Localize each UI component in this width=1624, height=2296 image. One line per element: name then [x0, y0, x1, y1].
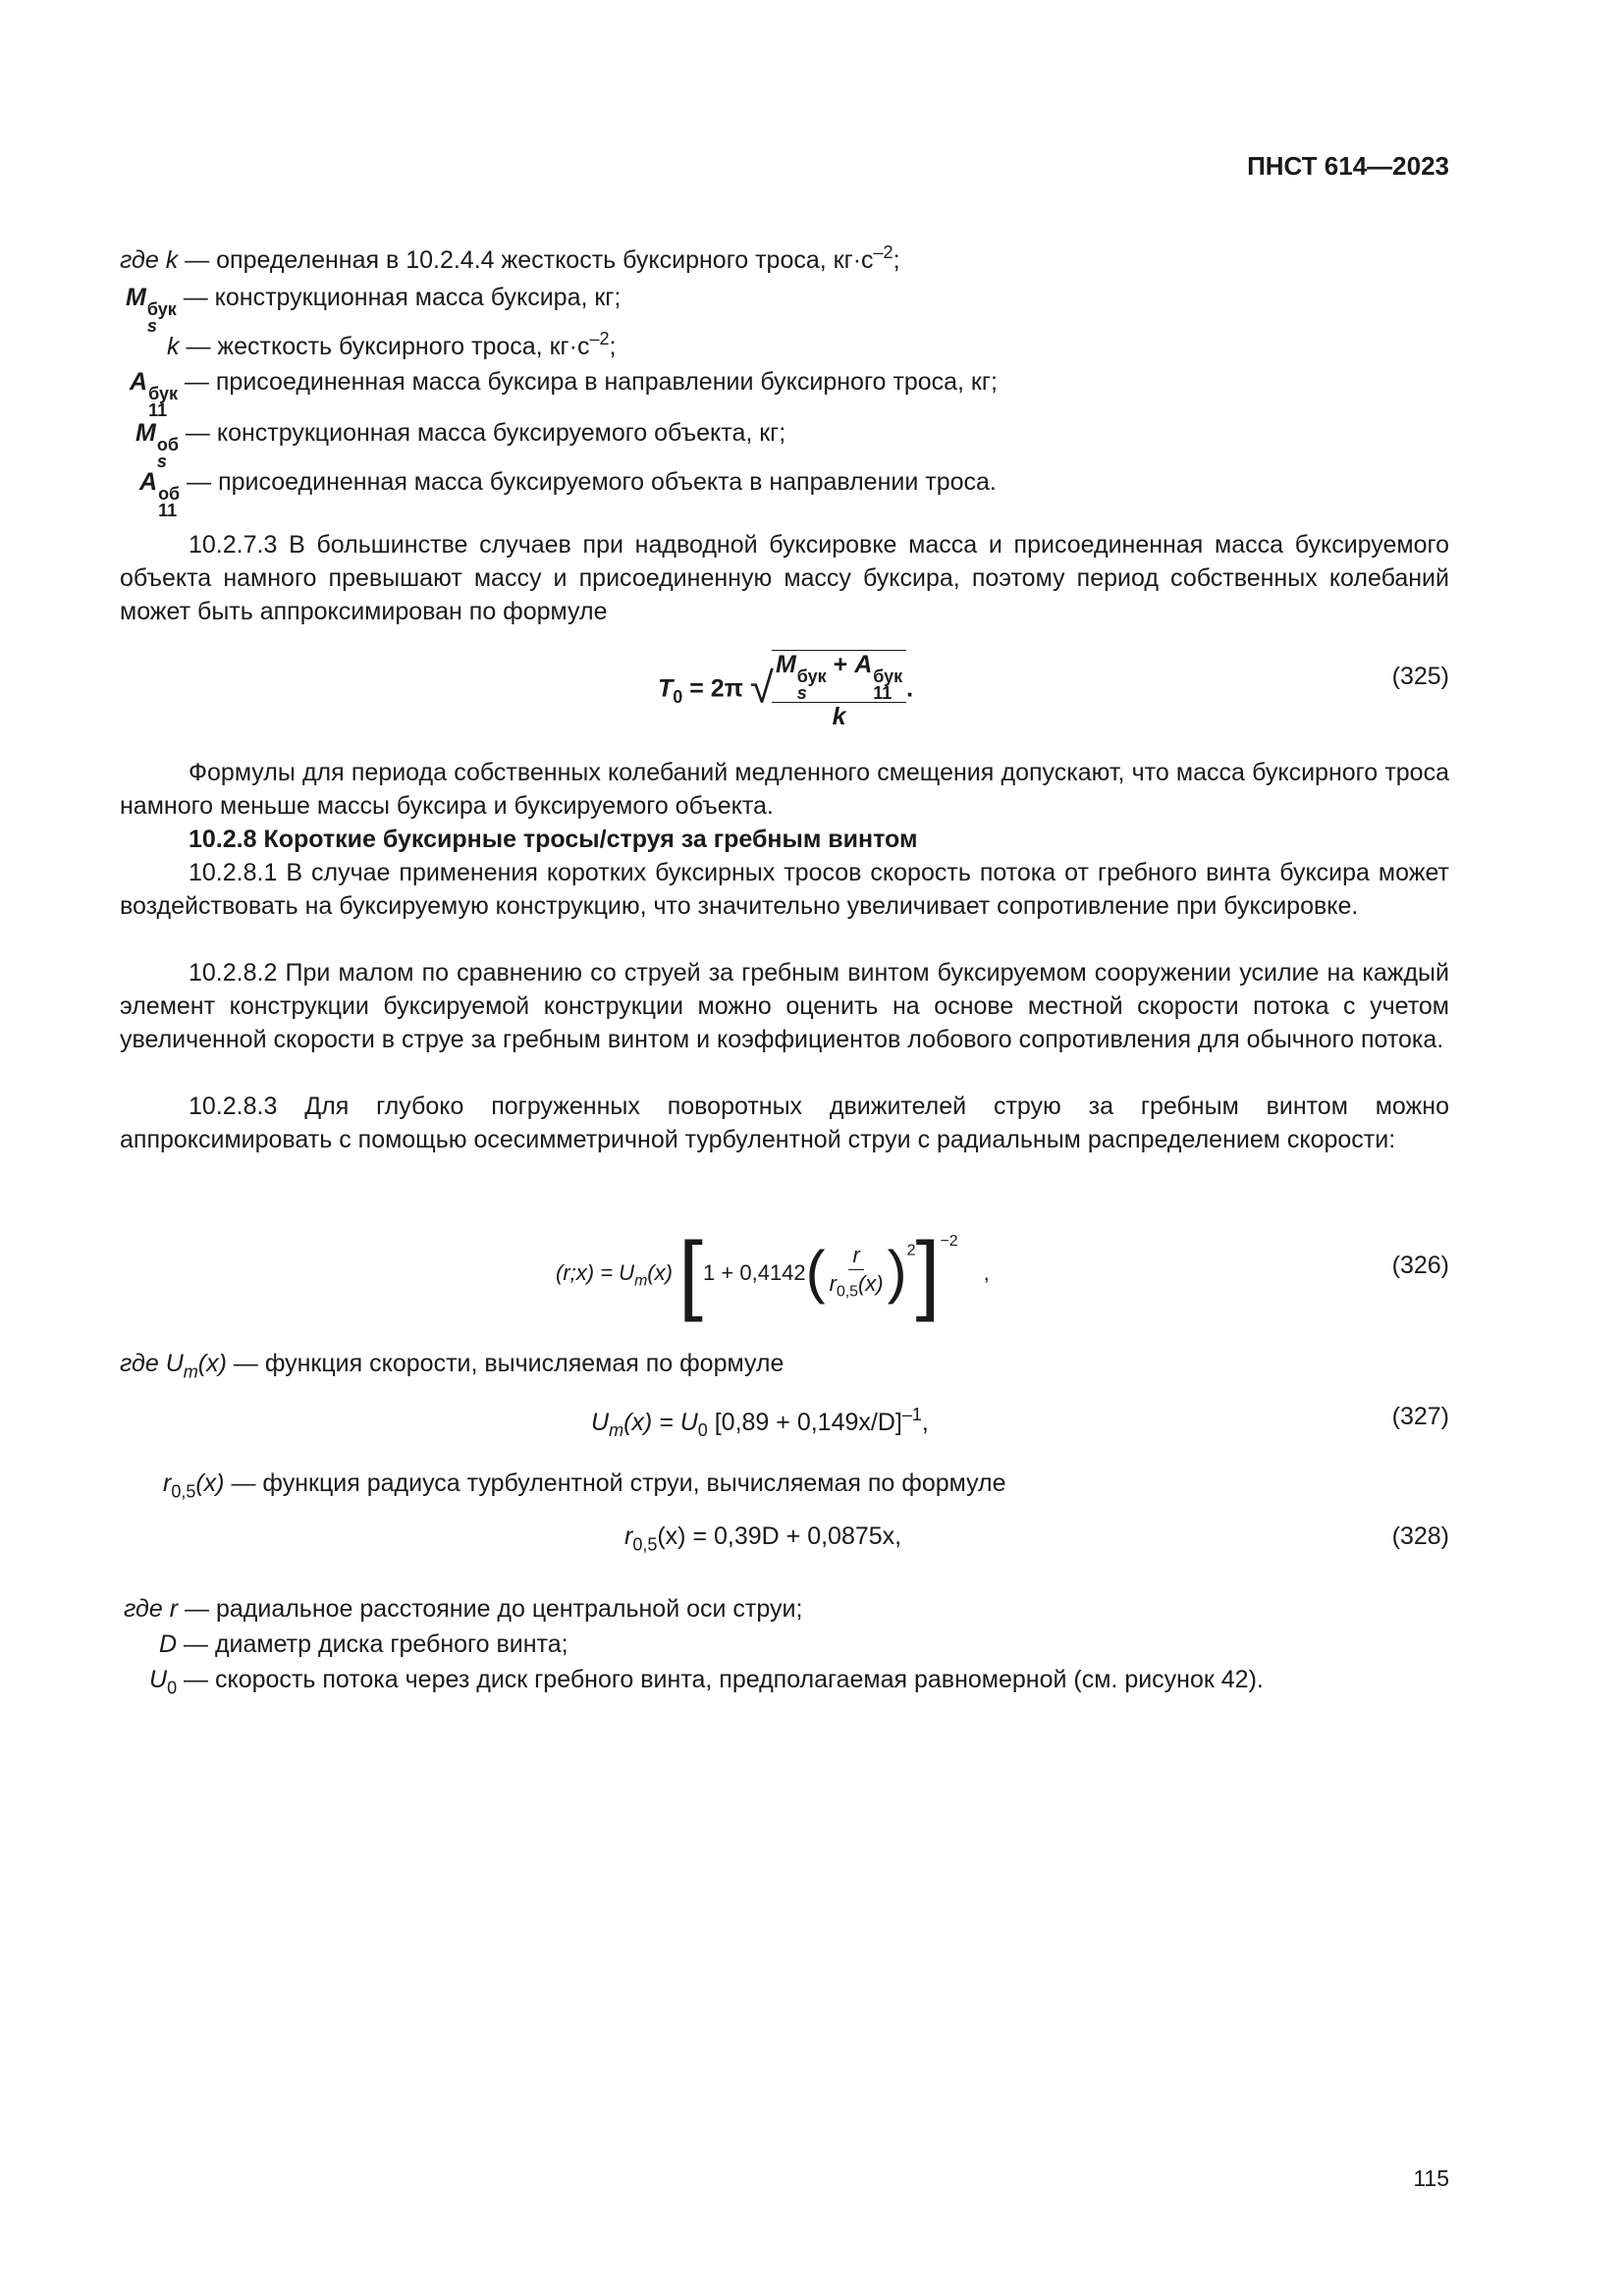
definition-text: присоединенная масса буксируемого объекта в направлении троса.: [218, 468, 997, 496]
definition-row: [167, 322, 617, 360]
eq326-end: ,: [983, 1259, 990, 1285]
eq326-den: r: [829, 1271, 837, 1297]
where-um-arg: (x): [197, 1350, 227, 1377]
eq325-lhs-sub: 0: [673, 686, 683, 707]
equation-number-328: (328): [1391, 1522, 1449, 1550]
definition-dash: —: [184, 1630, 209, 1658]
definition-text: присоединенная масса буксира в направлении буксирного троса, кг;: [215, 368, 998, 396]
definition-symbol-sub: 11: [158, 500, 178, 520]
eq325-den: k: [832, 703, 846, 731]
definition-dash: —: [184, 368, 209, 396]
eq327-c: [0,89 + 0,149x/D]: [714, 1408, 902, 1436]
definition-symbol-sub: s: [146, 315, 157, 336]
definition-text: конструкционная масса буксира, кг;: [214, 284, 622, 311]
definition-symbol-sup: бук: [148, 383, 178, 403]
definition-symbol-sub: s: [156, 451, 167, 471]
definition-text-tail: ;: [609, 332, 617, 360]
where-um-sub: m: [183, 1362, 198, 1382]
definition-dash: —: [184, 1666, 209, 1693]
paragraph-formulas: Формулы для периода собственных колебаний медленного смещения допускают, что масса буксирного троса намного меньше массы буксира и буксируемого объекта.: [120, 759, 1449, 820]
definition-row: [135, 416, 786, 471]
definition-row: [139, 465, 997, 520]
definition-row: [159, 1628, 568, 1661]
where-r05-sub: 0,5: [171, 1481, 196, 1502]
paragraph-10-2-8-3: 10.2.8.3 Для глубоко погруженных поворотных движителей струю за гребным винтом можно аппроксимировать с помощью осесимметричной турбулентной струи с радиальным распределением скорости:: [120, 1093, 1449, 1153]
definition-text: диаметр диска гребного винта;: [214, 1630, 568, 1658]
eq328-sub-a: 0,5: [632, 1534, 658, 1555]
definition-symbol-sup: об: [156, 434, 179, 454]
definition-row: [130, 365, 998, 420]
definition-symbol-sub: 0: [167, 1678, 178, 1698]
definition-dash: —: [187, 468, 212, 496]
eq325-end: .: [906, 674, 914, 703]
eq325-num-a-sub: s: [796, 682, 807, 703]
definition-dash: —: [183, 284, 208, 311]
paragraph-10-2-8-1: 10.2.8.1 В случае применения коротких буксирных тросов скорость потока от гребного винта буксира может воздействовать на буксируемую конструкцию, что значительно увеличивает сопротивление при буксировке.: [120, 859, 1449, 920]
eq326-den-sub: 0,5: [836, 1283, 858, 1301]
eq327-sub-b: 0: [697, 1420, 708, 1441]
definition-dash: —: [186, 332, 211, 360]
definition-dash: —: [185, 419, 210, 447]
eq328-a: r: [624, 1522, 633, 1550]
definition-text: конструкционная масса буксируемого объекта, кг;: [216, 419, 786, 447]
eq327-a: U: [591, 1408, 610, 1436]
definition-dash: —: [185, 1595, 209, 1623]
section-heading-10-2-8: 10.2.8 Короткие буксирные тросы/струя за гребным винтом: [189, 826, 918, 853]
eq326-lhs-sub: m: [634, 1272, 648, 1290]
eq326-inner: 1 + 0,4142: [703, 1259, 806, 1285]
where-um-line: [120, 1347, 784, 1380]
eq325-plus: +: [833, 651, 848, 678]
definition-row: [149, 1663, 1264, 1696]
eq326-num: r: [848, 1242, 863, 1270]
definition-row: [126, 281, 622, 336]
where-r05-text: — функция радиуса турбулентной струи, вычисляемая по формуле: [231, 1469, 1006, 1497]
definition-text-sup: –2: [589, 329, 610, 348]
definition-text: радиальное расстояние до центральной оси струи;: [215, 1595, 803, 1623]
equation-327: [591, 1398, 929, 1447]
equation-number-325: (325): [1391, 663, 1449, 690]
equation-328: [624, 1520, 901, 1561]
definition-text: скорость потока через диск гребного винта, предполагаемая равномерной (см. рисунок 42).: [214, 1666, 1264, 1693]
equation-number-326: (326): [1391, 1252, 1449, 1279]
definition-symbol: M: [135, 419, 156, 447]
eq327-sup: –1: [901, 1405, 922, 1424]
page-number: 115: [1413, 2165, 1449, 2191]
definition-symbol: A: [130, 368, 148, 396]
eq325-num-a-sup: бук: [796, 666, 827, 686]
definition-symbol-sup: об: [158, 483, 181, 504]
where-r05-prefix: r: [163, 1469, 172, 1497]
definition-symbol-sub: 11: [148, 400, 168, 420]
left-paren-icon: (: [805, 1238, 826, 1305]
definition-text: определенная в 10.2.4.4 жесткость буксирного троса, кг·с: [216, 245, 874, 274]
definition-symbol-sup: бук: [146, 298, 177, 319]
definition-dash: —: [185, 245, 210, 274]
definition-row: [124, 1592, 802, 1626]
where-um-prefix: где U: [120, 1350, 184, 1377]
paragraph-10-2-8-2: 10.2.8.2 При малом по сравнению со струей за гребным винтом буксируемом сооружении усилие на каждый элемент конструкции буксируемой конструкции можно оценить на основе местной скорости потока с учетом увеличенной скорости в струе за гребным винтом и коэффициентов лобового сопротивления для обычного потока.: [120, 959, 1449, 1053]
eq328-b: (x) = 0,39D + 0,0875x,: [657, 1522, 902, 1550]
right-paren-icon: ): [887, 1238, 907, 1305]
definition-symbol: где r: [124, 1595, 179, 1623]
eq326-lhs: (r;x) = U: [556, 1259, 635, 1285]
document-code: ПНСТ 614—2023: [1247, 151, 1449, 181]
eq325-equals: = 2π: [689, 674, 743, 703]
definition-text-tail: ;: [893, 245, 900, 274]
eq327-sub-a: m: [609, 1420, 624, 1441]
equation-325: [658, 650, 913, 730]
eq326-pow-outer: −2: [940, 1233, 958, 1250]
definition-symbol: D: [159, 1630, 178, 1658]
eq327-end: ,: [921, 1408, 929, 1436]
definition-symbol: M: [126, 284, 146, 311]
definition-row: [120, 236, 900, 274]
eq325-num-a: M: [775, 651, 796, 678]
where-r05-line: [163, 1467, 1006, 1500]
equation-number-327: (327): [1391, 1403, 1449, 1430]
definition-symbol: где k: [120, 245, 179, 274]
left-bracket-icon: [: [678, 1224, 704, 1323]
definition-text-sup: –2: [873, 242, 893, 262]
eq327-b: (x) = U: [623, 1408, 698, 1436]
where-r05-arg: (x): [195, 1469, 225, 1497]
where-um-text: — функция скорости, вычисляемая по формуле: [233, 1350, 785, 1377]
sqrt-icon: √: [749, 664, 774, 713]
right-bracket-icon: ]: [915, 1224, 941, 1323]
equation-326: [556, 1224, 990, 1323]
eq326-arg: (x): [647, 1259, 673, 1285]
eq325-lhs: T: [658, 674, 674, 703]
eq326-pow-inner: 2: [906, 1242, 916, 1259]
eq325-num-b-sup: бук: [873, 666, 903, 686]
paragraph-10-2-7-3: 10.2.7.3 В большинстве случаев при надводной буксировке масса и присоединенная масса буксируемого объекта намного превышают массу и присоединенную массу буксира, поэтому период собственных колебаний может быть аппроксимирован по формуле: [120, 531, 1449, 625]
definition-text: жесткость буксирного троса, кг·с: [217, 332, 590, 360]
definition-symbol: U: [149, 1666, 168, 1693]
eq325-num-b: A: [854, 651, 873, 678]
definition-symbol: k: [167, 332, 180, 360]
eq326-den-arg: (x): [857, 1271, 884, 1297]
eq325-num-b-sub: 11: [873, 682, 893, 703]
definition-symbol: A: [139, 468, 158, 496]
